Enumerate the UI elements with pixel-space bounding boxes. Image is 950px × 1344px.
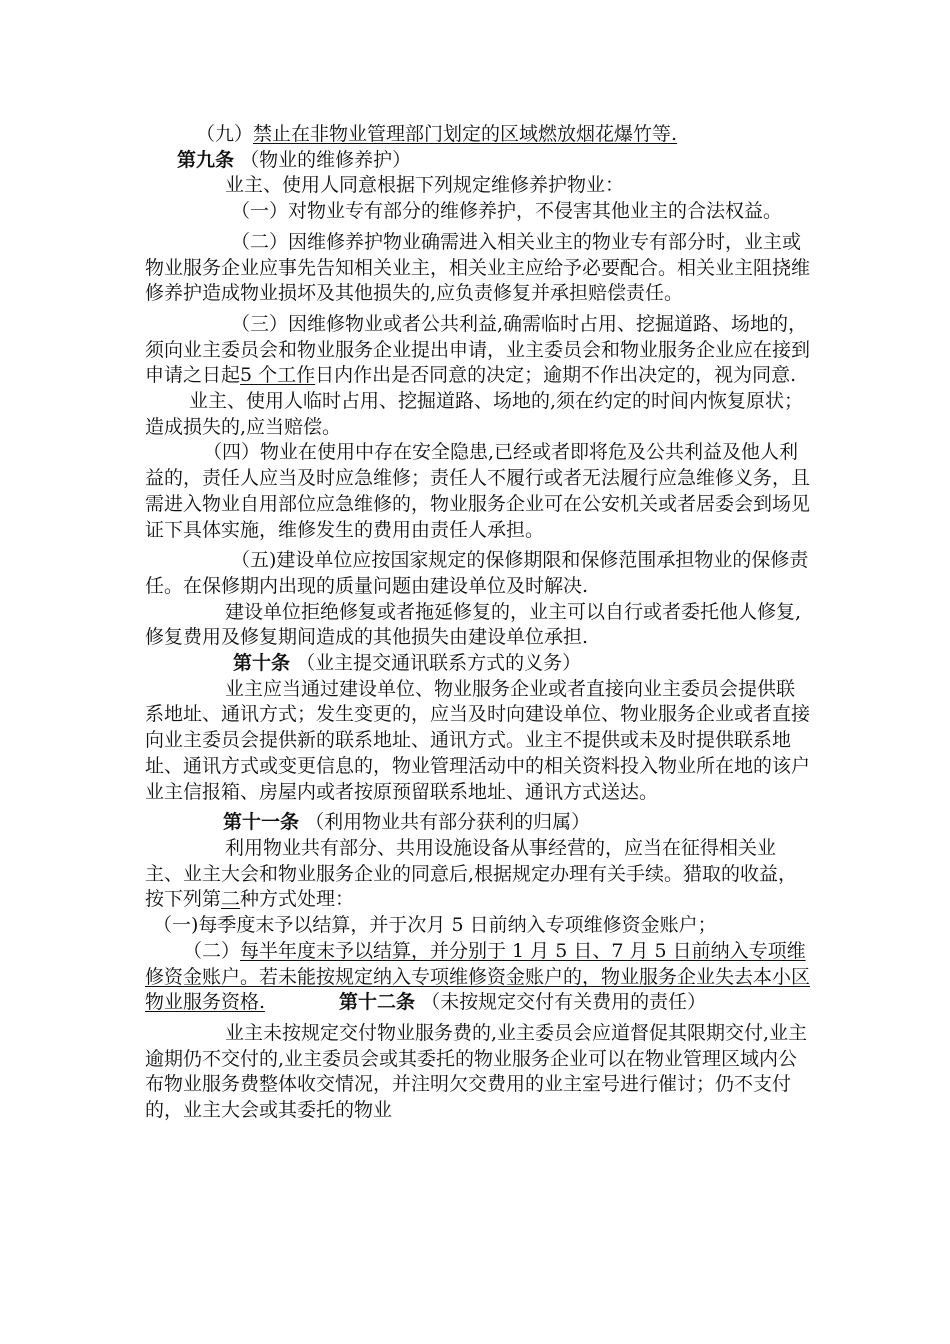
article-11-item-1: （一)每季度末予以结算，并于次月 5 日前纳入专项维修资金账户； <box>153 914 717 937</box>
paragraph-text: （三）因维修物业或者公共利益,确需临时占用、挖掘道路、场地的，须向业主委员会和物业服务企业提出申请，业主委员会和物业服务企业应在接到申请之日起 <box>145 312 811 387</box>
underlined-text: 5 个工作 <box>240 364 316 387</box>
article-10-body: 业主应当通过建设单位、物业服务企业或者直接向业主委员会提供联系地址、通讯方式；发生变更的，应当及时向建设单位、物业服务企业或者直接向业主委员会提供新的联系地址、通讯方式。业主不提供或未及时提供联系地址、通讯方式或变更信息的，物业管理活动中的相关资料投入物业所在地的该户业主信报箱、房屋内或者按原预留联系地址、通讯方式送达。 <box>145 677 811 803</box>
article-12-title: 第十二条 <box>339 991 416 1014</box>
paragraph-text: 利用物业共有部分、共用设施设备从事经营的，应当在征得相关业主、业主大会和物业服务企业的同意后,根据规定办理有关手续。猎取的收益，按下列第 <box>145 836 798 911</box>
article-subtitle: （业主提交通讯联系方式的义务） <box>296 652 582 675</box>
article-9-item-3 <box>145 312 810 389</box>
article-subtitle: （物业的维修养护） <box>240 148 412 171</box>
clause-number: （二） <box>183 939 241 962</box>
article-9-item-2: （二）因维修养护物业确需进入相关业主的物业专有部分时，业主或物业服务企业应事先告知相关业主，相关业主应给予必要配合。相关业主阻挠维修养护造成物业损坏及其他损失的,应负责修复并承担赔偿责任。 <box>145 230 811 305</box>
article-title: 第九条 <box>177 148 235 171</box>
clause-number: （九） <box>196 123 254 145</box>
clause-text: 禁止在非物业管理部门划定的区域燃放烟花爆竹等. <box>253 123 678 145</box>
article-10-heading <box>145 651 810 677</box>
article-12-subtitle: （未按规定交付有关费用的责任） <box>421 991 707 1014</box>
clause-9-item <box>145 122 810 148</box>
paragraph-text: 日内作出是否同意的决定；逾期不作出决定的，视为同意. <box>315 364 797 387</box>
article-subtitle: （利用物业共有部分获利的归属） <box>305 811 591 834</box>
paragraph-text: 种方式处理： <box>240 888 355 911</box>
article-11-body <box>145 836 810 913</box>
article-9-heading <box>145 148 810 174</box>
article-title: 第十条 <box>233 652 291 675</box>
article-12-body: 业主未按规定交付物业服务费的,业主委员会应道督促其限期交付,业主逾期仍不交付的,业主委员会或其委托的物业服务企业可以在物业管理区域内公布物业服务费整体收交情况，并注明欠交费用的业主室号进行催讨；仍不支付的，业主大会或其委托的物业 <box>145 1021 808 1122</box>
article-9-item-5-note: 建设单位拒绝修复或者拖延修复的，业主可以自行或者委托他人修复,修复费用及修复期间造成的其他损失由建设单位承担. <box>145 600 802 649</box>
underlined-text: 二 <box>221 888 241 911</box>
article-9-intro: 业主、使用人同意根据下列规定维修养护物业： <box>225 174 625 197</box>
article-9-item-3-note: 业主、使用人临时占用、挖掘道路、场地的,须在约定的时间内恢复原状；造成损失的,应当赔偿。 <box>145 390 804 438</box>
article-11-heading <box>145 810 810 836</box>
article-9-item-5: （五)建设单位应按国家规定的保修期限和保修范围承担物业的保修责任。在保修期内出现的质量问题由建设单位及时解决. <box>145 549 809 597</box>
article-title: 第十一条 <box>223 811 300 834</box>
underlined-text: 每半年度末予以结算，并分别于 1 月 5 日、7 月 5 日前纳入专项维修资金账户。若未能按规定纳入专项维修资金账户的，物业服务企业失去本小区物业服务资格. <box>145 939 811 1014</box>
article-9-item-4: （四）物业在使用中存在安全隐患,已经或者即将危及公共利益及他人利益的，责任人应当及时应急维修；责任人不履行或者无法履行应急维修义务，且需进入物业自用部位应急维修的，物业服务企业可在公安机关或者居委会到场见证下具体实施，维修发生的费用由责任人承担。 <box>145 441 811 541</box>
article-11-item-2 <box>145 939 810 1016</box>
document-body <box>145 122 810 1124</box>
article-9-item-1: （一）对物业专有部分的维修养护，不侵害其他业主的合法权益。 <box>231 200 783 223</box>
